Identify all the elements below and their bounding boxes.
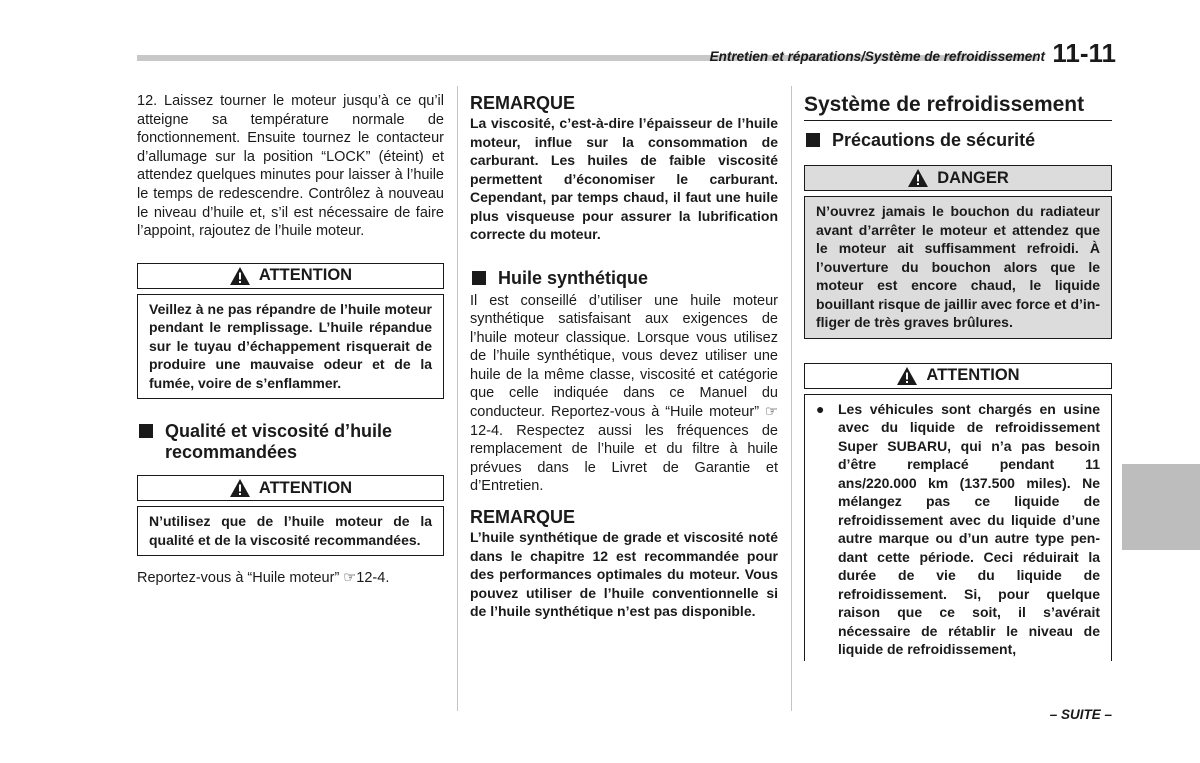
attention-label: ATTENTION [258,478,353,497]
warning-triangle-icon [229,266,251,286]
column-1 [137,92,444,588]
warning-triangle-icon [896,366,918,386]
warning-triangle-icon [229,478,251,498]
synthetic-oil-text: Il est conseillé d’utiliser une huile moteur synthétique satisfaisant aux exigences de l’huile moteur classique. Lorsque vous utilisez de l’huile synthétique, vous devez utiliser une huile de la même classe, viscosité et catégorie que celle indiquée dans ce Manuel du conducteur. Reportez-vous à “Huile moteur” ☞12-4. Respectez aussi les fréquences de remplacement de l’huile et du filtre à huile prévues dans le Livret de Garantie et d’Entretien. [470,292,778,495]
attention-text: Les véhicules sont chargés en usine avec du liquide de refroidissement Super SUBARU, qui n’a pas besoin d’être remplacé pendant 11 ans/220.000 km (137.500 miles). Ne mélangez pas ce liquide de refroidissement avec du liquide d’une autre marque ou d’un autre type pendant cette période. Ceci réduirait la durée de vie du liquide de refroidissement. Si, pour quelque raison que ce soit, il s’avérait nécessaire de rétablir le niveau de liquide de refroidissement, [838,400,1100,657]
attention-box-body-1 [137,294,444,400]
remarque-title-2: REMARQUE [470,507,576,528]
section-title-oil-quality [137,421,444,463]
page-number: 11-11 [1052,38,1116,68]
danger-box-header [804,165,1112,191]
black-square-icon [806,133,820,147]
section-title-text: Huile synthétique [498,267,649,288]
column-2 [470,92,778,621]
section-title-text: Précautions de sécurité [832,130,1036,150]
chapter-thumb-tab [1122,464,1200,550]
attention-box-header-2 [137,475,444,501]
reference-text: Reportez-vous à “Huile moteur” ☞12-4. [137,570,390,587]
continued-footer: – SUITE – [1049,707,1112,722]
column-3 [804,92,1112,661]
main-section-title: Système de refroidissement [804,92,1112,121]
running-header-title: Entretien et réparations/Système de refroidissement [709,49,1045,64]
step-12-text: 12. Laissez tourner le moteur jusqu’à ce qu’il atteigne sa température normale de fonctionnement. Ensuite tournez le contacteur d’allumage sur la position “LOCK” (éteint) et attendez quelques minutes pour laisser à l’huile le temps de redescendre. Contrôlez à nouveau le niveau d’huile et, s’il est nécessaire de faire l’appoint, rajoutez de l’huile moteur. [137,93,444,240]
section-title-safety [804,130,1112,151]
attention-text: Veillez à ne pas répandre de l’huile moteur pendant le remplissage. L’huile répandue sur le tuyau d’échappement risquerait de produire une mauvaise odeur et de la fumée, voire de s’enflammer. [149,300,432,391]
section-title-synthetic-oil [470,268,778,289]
danger-label: DANGER [937,168,1009,187]
warning-triangle-icon [907,168,929,188]
remarque-text-1: La viscosité, c’est-à-dire l’épaisseur de l’huile moteur, influe sur la consommation de carburant. Les huiles de faible viscosité permettent d’économiser le carburant. Cependant, par temps chaud, il faut une huile plus visqueuse pour assurer la lubrification correcte du moteur. [470,115,778,242]
black-square-icon [139,424,153,438]
attention-label: ATTENTION [926,366,1020,384]
bullet-item [816,400,1100,659]
attention-box-header-3 [804,363,1112,389]
black-square-icon [472,271,486,285]
remarque-title-1: REMARQUE [470,93,576,113]
attention-label: ATTENTION [258,266,353,285]
danger-box-body [804,196,1112,339]
danger-text: N’ouvrez jamais le bouchon du radiateur avant d’arrêter le moteur et attendez que le moteur ait suffisamment refroidi. À l’ouverture du bouchon alors que le moteur est encore chaud, le liquide bouillant risque de jaillir avec force et d’infliger de très graves brûlures. [816,203,1100,330]
attention-text: N’utilisez que de l’huile moteur de la qualité et de la viscosité recommandées. [149,513,432,548]
column-divider-1 [457,86,458,711]
bullet-icon: ● [816,400,825,417]
remarque-text-2: L’huile synthétique de grade et viscosité noté dans le chapitre 12 est recommandée pour des performances optimales du moteur. Vous pouvez utiliser de l’huile conventionnelle si de l’huile synthétique n’est pas disponible. [470,529,778,620]
section-title-text: Qualité et viscosité d’huile recommandées [165,421,393,463]
attention-box-body-3 [804,394,1112,661]
column-divider-2 [791,86,792,711]
attention-box-header-1 [137,263,444,289]
attention-box-body-2 [137,506,444,556]
